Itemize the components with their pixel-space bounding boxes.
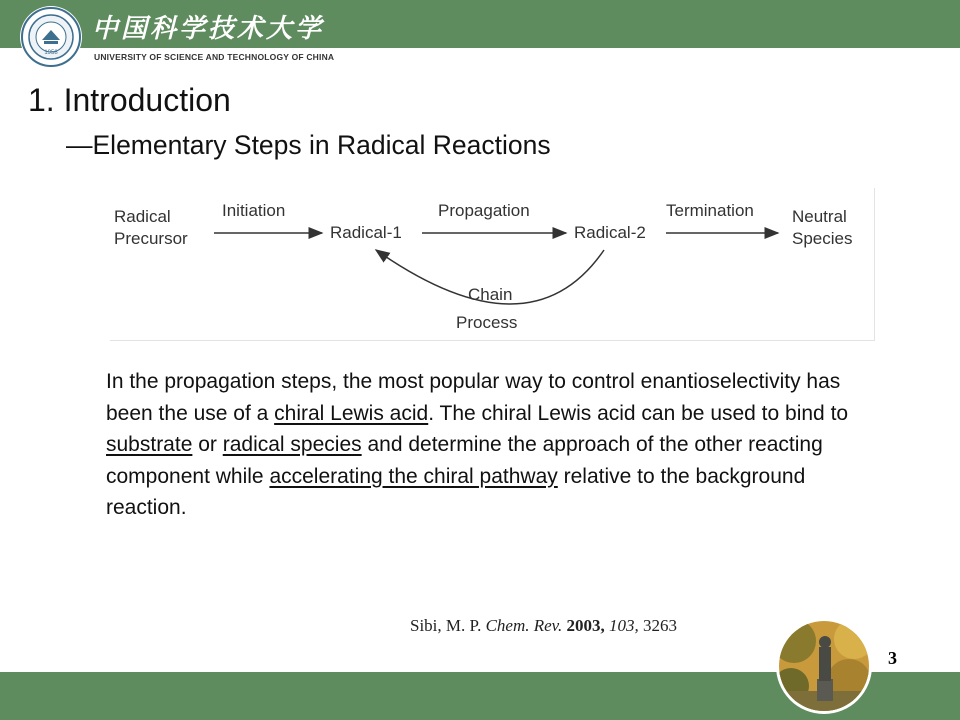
campus-statue-photo [776,618,872,714]
citation-authors: Sibi, M. P. [410,616,486,635]
citation-page: 3263 [642,616,677,635]
precursor-label-line1: Radical [114,207,171,226]
paragraph-text-3: or [192,433,223,456]
radical-1-label: Radical-1 [330,223,402,242]
citation-year: 2003, [566,616,605,635]
paragraph-text-4: and determine the approach of the other reacting component while [106,433,823,488]
slide-title: 1. Introduction [28,82,231,118]
radical-reaction-diagram [110,188,875,341]
term-radical-species: radical species [222,433,362,456]
paragraph-text-2: . The chiral Lewis acid can be used to bind to [428,401,849,425]
citation-volume: 103, [608,616,639,635]
university-name-chinese: 中国科学技术大学 [92,14,325,44]
neutral-label-line1: Neutral [792,207,847,226]
paragraph-text-5: relative to the background reaction. [106,464,806,519]
term-accelerating-chiral-pathway: accelerating the chiral pathway [269,464,558,488]
radical-2-label: Radical-2 [574,223,646,242]
page-number: 3 [888,648,897,668]
initiation-label: Initiation [222,201,286,220]
propagation-label: Propagation [438,201,530,220]
university-logo [20,6,82,68]
precursor-label-line2: Precursor [114,229,188,248]
term-chiral-lewis-acid: chiral Lewis acid [274,401,429,425]
body-paragraph [106,366,866,524]
slide-subtitle: —Elementary Steps in Radical Reactions [66,130,551,160]
paragraph-text-1: In the propagation steps, the most popular way to control enantioselectivity has been the use of a [106,370,841,425]
logo-year: 1958 [44,50,58,56]
chain-label: Chain [468,285,513,304]
citation-journal: Chem. Rev. [485,616,563,635]
citation [410,616,677,636]
university-name-english: UNIVERSITY OF SCIENCE AND TECHNOLOGY OF CHINA [94,52,335,62]
process-label: Process [456,313,518,332]
termination-label: Termination [666,201,754,220]
term-substrate: substrate [106,433,193,456]
neutral-label-line2: Species [792,229,853,248]
